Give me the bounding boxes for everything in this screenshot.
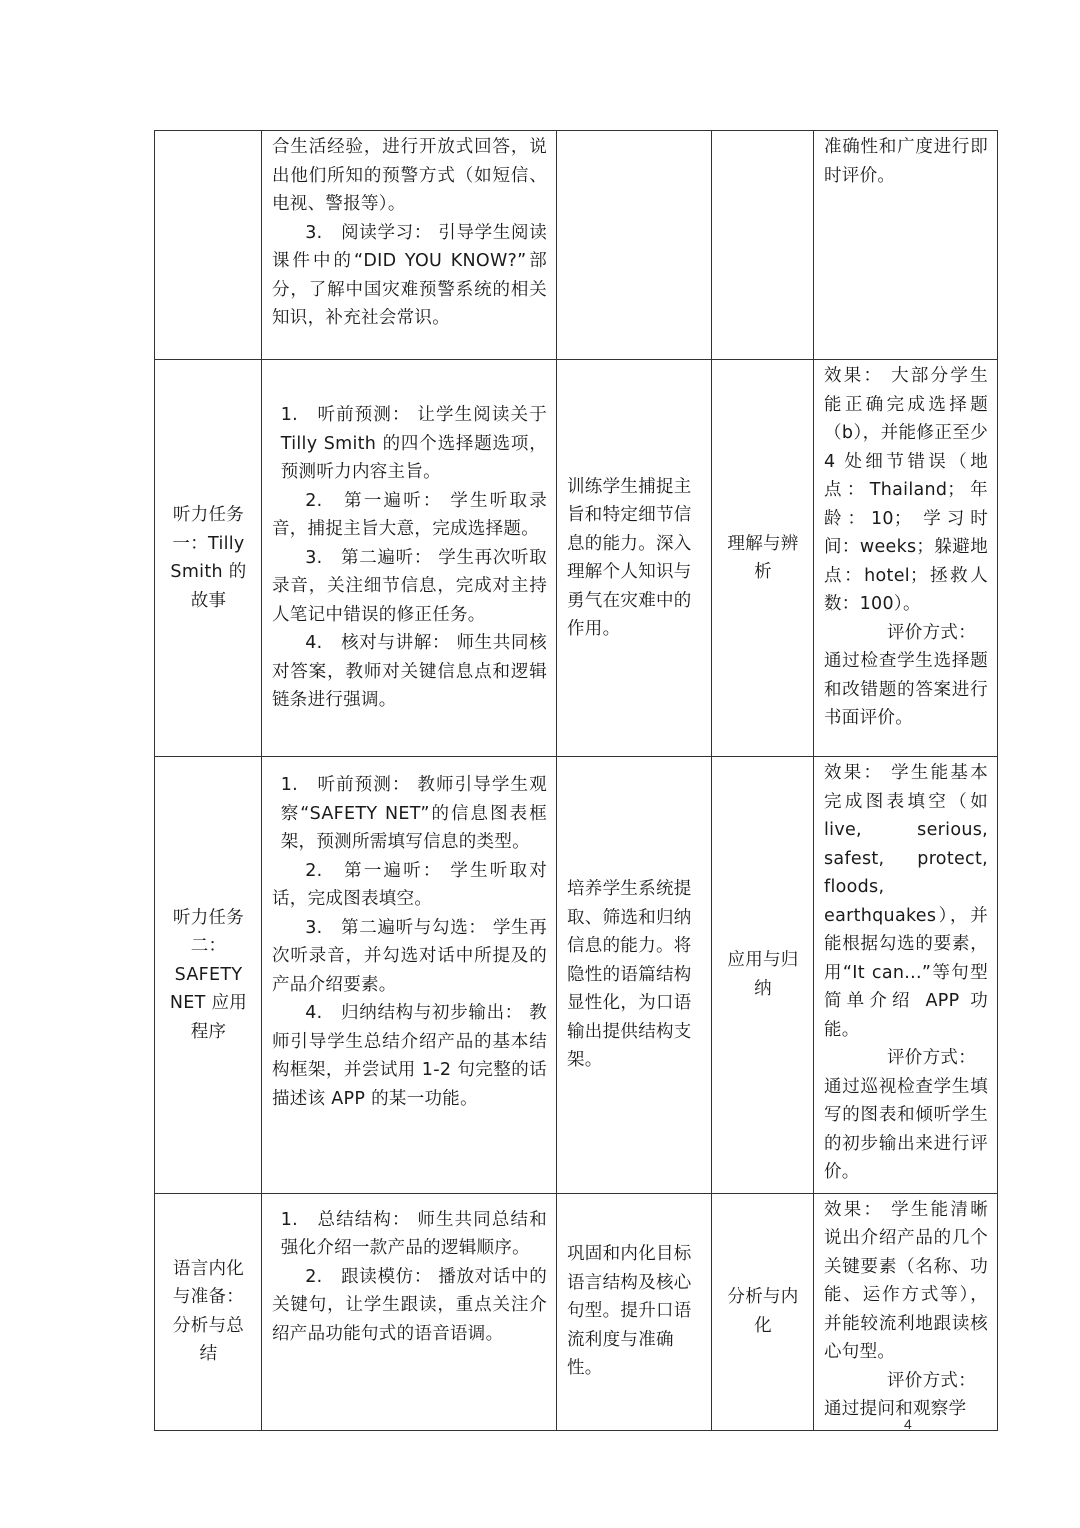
evaluation-cell	[814, 360, 998, 757]
evaluation-effect: 准确性和广度进行即时评价。	[824, 137, 988, 186]
section-cell	[155, 757, 262, 1194]
procedure-item: 1. 听前预测： 让学生阅读关于 Tilly Smith 的四个选择题选项，预测听力内容主旨。	[280, 405, 547, 483]
competency-cell	[712, 360, 814, 757]
competency-text: 应用与归纳	[727, 950, 799, 999]
section-label: 听力任务二：SAFETY NET 应用程序	[169, 907, 248, 1042]
section-cell	[155, 131, 262, 360]
procedure-item: 2. 第一遍听： 学生听取录音，捕捉主旨大意，完成选择题。	[272, 490, 547, 540]
competency-cell	[712, 1193, 814, 1430]
evaluation-effect: 效果： 学生能基本完成图表填空（如 live, serious, safest, protect, floods, earthquakes），并能根据勾选的要素，用“It can...”等句型简单介绍 APP 功能。	[824, 763, 988, 1040]
evaluation-method: 通过巡视检查学生填写的图表和倾听学生的初步输出来进行评价。	[824, 1076, 988, 1182]
procedure-item: 1. 总结结构： 师生共同总结和强化介绍一款产品的逻辑顺序。	[280, 1209, 547, 1258]
evaluation-effect: 效果： 大部分学生能正确完成选择题（b），并能修正至少 4 处细节错误（地点：Thailand；年龄：10； 学习时间：weeks；躲避地点：hotel；拯救人数：100）。	[824, 366, 988, 614]
table-row	[155, 131, 998, 360]
procedure-item: 3. 阅读学习： 引导学生阅读课件中的“DID YOU KNOW?”部分，了解中国灾难预警系统的相关知识，补充社会常识。	[272, 222, 547, 328]
procedure-item: 3. 第二遍听与勾选： 学生再次听录音，并勾选对话中所提及的产品介绍要素。	[272, 917, 547, 995]
purpose-cell	[557, 757, 712, 1194]
procedure-item: 合生活经验，进行开放式回答，说出他们所知的预警方式（如短信、电视、警报等）。	[272, 137, 547, 214]
evaluation-method: 通过检查学生选择题和改错题的答案进行书面评价。	[824, 651, 988, 728]
competency-cell	[712, 757, 814, 1194]
procedure-item: 4. 归纳结构与初步输出： 教师引导学生总结介绍产品的基本结构框架，并尝试用 1-2 句完整的话描述该 APP 的某一功能。	[272, 1003, 547, 1109]
procedure-cell	[262, 1193, 557, 1430]
evaluation-method-title: 评价方式：	[887, 622, 976, 643]
purpose-cell	[557, 360, 712, 757]
procedure-item: 3. 第二遍听： 学生再次听取录音，关注细节信息，完成对主持人笔记中错误的修正任务。	[272, 547, 547, 625]
section-label	[155, 131, 261, 143]
purpose-text	[557, 131, 711, 143]
competency-text	[712, 131, 813, 143]
table-row	[155, 360, 998, 757]
section-label: 语言内化与准备：分析与总结	[172, 1258, 245, 1364]
purpose-cell	[557, 131, 712, 360]
section-cell	[155, 360, 262, 757]
table-row	[155, 757, 998, 1194]
procedure-cell	[262, 131, 557, 360]
purpose-text: 巩固和内化目标语言结构及核心句型。提升口语流利度与准确性。	[567, 1244, 692, 1379]
purpose-text: 训练学生捕捉主旨和特定细节信息的能力。深入理解个人知识与勇气在灾难中的作用。	[567, 476, 692, 639]
procedure-item: 1. 听前预测： 教师引导学生观察“SAFETY NET”的信息图表框架，预测所需填写信息的类型。	[280, 775, 547, 852]
competency-cell	[712, 131, 814, 360]
section-cell	[155, 1193, 262, 1430]
procedure-item: 2. 跟读模仿： 播放对话中的关键句，让学生跟读，重点关注介绍产品功能句式的语音语调。	[272, 1266, 547, 1344]
procedure-item: 4. 核对与讲解： 师生共同核对答案，教师对关键信息点和逻辑链条进行强调。	[272, 633, 547, 711]
evaluation-method-title: 评价方式：	[887, 1048, 976, 1068]
competency-text: 分析与内化	[727, 1287, 799, 1336]
evaluation-cell	[814, 757, 998, 1194]
competency-text: 理解与辨析	[727, 533, 799, 582]
procedure-cell	[262, 757, 557, 1194]
evaluation-cell	[814, 131, 998, 360]
procedure-item: 2. 第一遍听： 学生听取对话，完成图表填空。	[272, 860, 547, 909]
evaluation-effect: 效果： 学生能清晰说出介绍产品的几个关键要素（名称、功能、运作方式等），并能较流利地跟读核心句型。	[824, 1199, 988, 1362]
procedure-cell	[262, 360, 557, 757]
lesson-plan-table	[154, 130, 998, 1431]
table-row	[155, 1193, 998, 1430]
evaluation-cell	[814, 1193, 998, 1430]
section-label: 听力任务一：Tilly Smith 的故事	[170, 505, 247, 611]
evaluation-method: 通过提问和观察学	[824, 1399, 967, 1419]
page-number: 4	[904, 1416, 912, 1432]
purpose-text: 培养学生系统提取、筛选和归纳信息的能力。将隐性的语篇结构显性化，为口语输出提供结构支架。	[567, 879, 692, 1070]
purpose-cell	[557, 1193, 712, 1430]
evaluation-method-title: 评价方式：	[887, 1370, 976, 1391]
